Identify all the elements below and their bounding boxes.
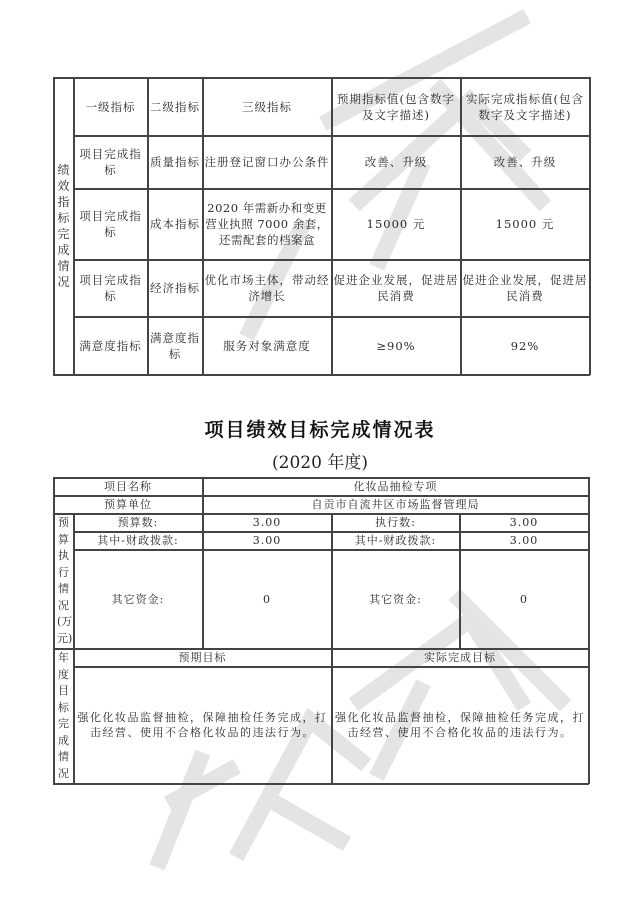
goal-side-label-text: 年度目标完成情况 xyxy=(58,651,69,780)
row1-level2: 质量指标 xyxy=(150,155,200,169)
row1-level1: 项目完成指标 xyxy=(79,147,142,177)
row2-level2: 成本指标 xyxy=(150,217,200,231)
row4-level3: 服务对象满意度 xyxy=(223,338,311,353)
row4-level1: 满意度指标 xyxy=(79,338,142,353)
budget-fiscal-label: 其中-财政拨款: xyxy=(97,534,179,547)
actual-goal-label: 实际完成目标 xyxy=(424,651,496,664)
project-name-value: 化妆品抽检专项 xyxy=(353,480,438,493)
executed-fiscal-value: 3.00 xyxy=(509,534,539,547)
section-subtitle: (2020 年度) xyxy=(272,453,368,473)
row3-level3: 优化市场主体，带动经济增长 xyxy=(204,273,330,303)
budget-unit-value: 自贡市自流井区市场监督管理局 xyxy=(311,498,480,511)
goal-side-label xyxy=(54,649,73,783)
actual-goal-text: 强化化妆品监督抽检，保障抽检任务完成，打击经营、使用不合格化妆品的违法行为。 xyxy=(335,711,585,739)
budget-amount-value: 3.00 xyxy=(252,516,282,529)
budget-amount-label: 预算数: xyxy=(117,516,159,529)
budget-fiscal-value: 3.00 xyxy=(252,534,282,547)
header-level1: 一级指标 xyxy=(85,99,136,114)
row2-expected: 15000 元 xyxy=(366,217,426,231)
row4-level2: 满意度指标 xyxy=(150,330,200,361)
budget-other-value: 0 xyxy=(263,592,271,606)
header-level3: 三级指标 xyxy=(242,99,292,114)
executed-fiscal-label: 其中-财政拨款: xyxy=(354,534,437,547)
row2-level1: 项目完成指标 xyxy=(79,209,142,239)
row4-expected: ≥90% xyxy=(376,338,416,353)
executed-other-value: 0 xyxy=(520,592,528,606)
header-level2: 二级指标 xyxy=(150,99,200,114)
budget-side-label xyxy=(54,514,73,648)
row4-actual: 92% xyxy=(510,338,540,353)
section-title: 项目绩效目标完成情况表 xyxy=(204,419,436,441)
row3-level2: 经济指标 xyxy=(150,281,200,295)
project-name-label: 项目名称 xyxy=(104,480,152,493)
row3-level1: 项目完成指标 xyxy=(79,273,142,303)
row2-actual: 15000 元 xyxy=(495,217,555,231)
row1-expected: 改善、升级 xyxy=(364,155,428,169)
row1-actual: 改善、升级 xyxy=(493,155,557,169)
row2-level3: 2020 年需新办和变更营业执照 7000 余套，还需配套的档案盒 xyxy=(205,201,329,247)
executed-other-label: 其它资金: xyxy=(369,592,422,606)
header-expected-value: 预期指标值(包含数字及文字描述) xyxy=(337,91,455,122)
indicator-side-label xyxy=(54,78,73,374)
row3-expected: 促进企业发展，促进居民消费 xyxy=(333,273,459,303)
expected-goal-text: 强化化妆品监督抽检，保障抽检任务完成，打击经营、使用不合格化妆品的违法行为。 xyxy=(77,711,328,739)
header-actual-value: 实际完成指标值(包含数字及文字描述) xyxy=(466,91,584,122)
row1-level3: 注册登记窗口办公条件 xyxy=(204,155,330,169)
budget-unit-label: 预算单位 xyxy=(104,498,152,511)
budget-other-label: 其它资金: xyxy=(111,592,165,606)
executed-amount-value: 3.00 xyxy=(509,516,539,529)
row3-actual: 促进企业发展，促进居民消费 xyxy=(462,273,588,303)
executed-amount-label: 执行数: xyxy=(375,516,416,529)
expected-goal-label: 预期目标 xyxy=(178,651,227,664)
budget-side-label-text: 预算执行情况(万元) xyxy=(57,516,73,645)
side-label-text: 绩效指标完成情况 xyxy=(57,163,70,289)
